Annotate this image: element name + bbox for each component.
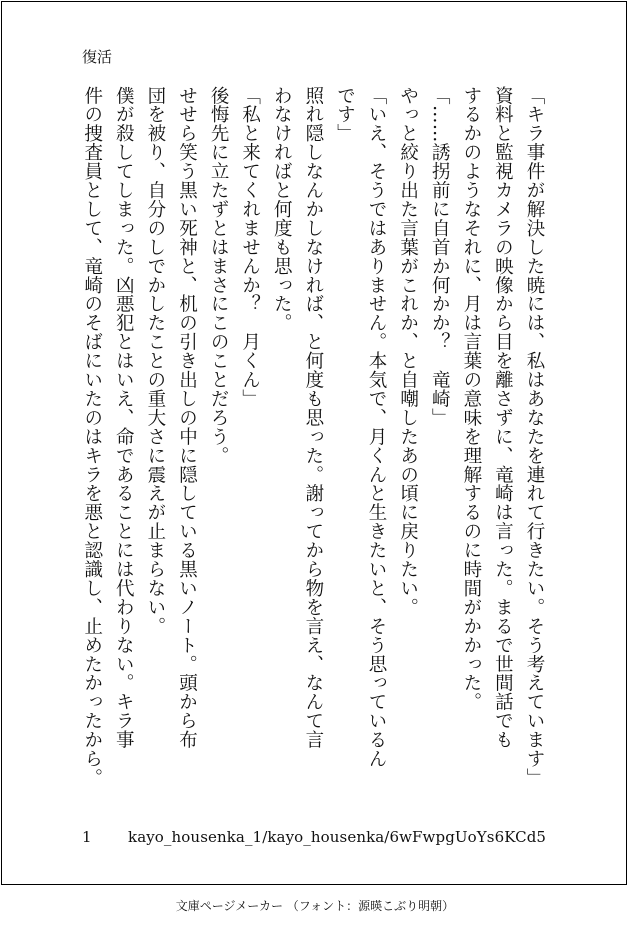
body-text [76, 86, 550, 816]
text-line: 件の捜査員として、竜崎のそばにいたのはキラを悪と認識し、止めたかったから。 [81, 86, 103, 788]
text-line: せせら笑う黒い死神と、机の引き出しの中に隠している黒いノート。頭から布 [176, 86, 198, 750]
generator-footer: 文庫ページメーカー （フォント：源暎こぶり明朝） [175, 899, 455, 913]
text-line: です」 [334, 86, 356, 143]
page-number: 1 [82, 828, 92, 846]
text-line: 照れ隠しなんかしなければ、と何度も思った。謝ってから物を言え、なんて言 [302, 86, 324, 750]
text-line: 団を被り、自分のしでかしたことの重大さに震えが止まらない。 [144, 86, 166, 636]
text-line: 「……誘拐前に自首か何かか？ 竜崎」 [429, 86, 451, 428]
text-line: 「私と来てくれませんか？ 月くん」 [239, 86, 261, 409]
chapter-title: 復活 [82, 48, 113, 66]
text-line: 「いえ、そうではありません。本気で、月くんと生きたいと、そう思っているん [366, 86, 388, 769]
page-frame [1, 1, 627, 885]
text-line: 後悔先に立たずとはまさにこのことだろう。 [208, 86, 230, 465]
text-line: 資料と監視カメラの映像から目を離さずに、竜崎は言った。まるで世間話でも [492, 86, 514, 750]
text-line: わなければと何度も思った。 [271, 86, 293, 333]
text-line: 僕が殺してしまった。凶悪犯とはいえ、命であることには代わりない。キラ事 [113, 86, 135, 750]
text-line: するかのようなそれに、月は言葉の意味を理解するのに時間がかかった。 [460, 86, 482, 712]
text-line: 「キラ事件が解決した暁には、私はあなたを連れて行きたい。そう考えています」 [524, 86, 545, 788]
text-line: やっと絞り出た言葉がこれか、と自嘲したあの頃に戻りたい。 [397, 86, 419, 617]
page-path: kayo_housenka_1/kayo_housenka/6wFwpgUoYs6KCd5 [128, 828, 547, 846]
